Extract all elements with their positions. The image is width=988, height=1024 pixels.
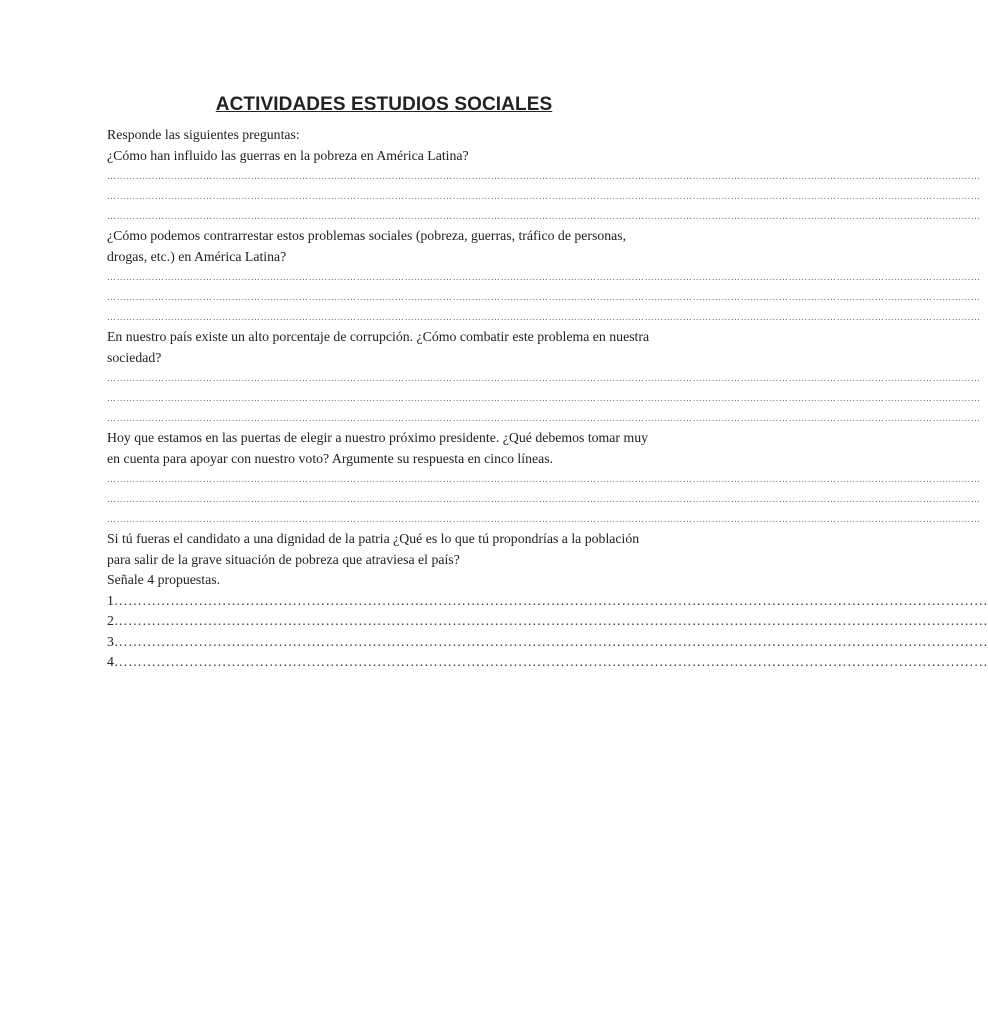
answer-line[interactable]: ………………………………………………………………………………………………………………………………………………………………………………………………………………………………………………… bbox=[107, 292, 981, 302]
proposals-instruction: Señale 4 propuestas. bbox=[107, 572, 221, 587]
answer-line[interactable]: ………………………………………………………………………………………………………………………………………………………………………………………………………………………………………………… bbox=[107, 272, 981, 282]
instructions: Responde las siguientes preguntas: bbox=[107, 127, 300, 142]
question-4: Hoy que estamos en las puertas de elegir a nuestro próximo presidente. ¿Qué debemos tomar muy en cuenta para apoyar con nuestro voto? Argumente su respuesta en cinco líneas. bbox=[107, 430, 648, 466]
question-2: ¿Cómo podemos contrarrestar estos problemas sociales (pobreza, guerras, tráfico de personas, drogas, etc.) en América Latina? bbox=[107, 228, 627, 264]
proposal-line-4[interactable] bbox=[107, 652, 988, 673]
answer-line[interactable]: ………………………………………………………………………………………………………………………………………………………………………………………………………………………………………………… bbox=[107, 494, 981, 504]
proposal-answer-line[interactable]: …………………………………………………………………………………………………………………………………………………………………… bbox=[113, 592, 988, 608]
proposal-number: 3 bbox=[107, 633, 114, 649]
proposal-answer-line[interactable]: …………………………………………………………………………………………………………………………………………………………………… bbox=[113, 633, 988, 649]
proposal-line-3[interactable] bbox=[107, 632, 988, 653]
answer-line[interactable]: ………………………………………………………………………………………………………………………………………………………………………………………………………………………………………………… bbox=[107, 171, 981, 181]
proposal-number: 1 bbox=[107, 592, 114, 608]
answer-line[interactable]: ………………………………………………………………………………………………………………………………………………………………………………………………………………………………………………… bbox=[107, 393, 981, 403]
answer-line[interactable]: ………………………………………………………………………………………………………………………………………………………………………………………………………………………………………………… bbox=[107, 191, 981, 201]
question-3: En nuestro país existe un alto porcentaje de corrupción. ¿Cómo combatir este problema en nuestra sociedad? bbox=[107, 329, 650, 365]
answer-line[interactable]: ………………………………………………………………………………………………………………………………………………………………………………………………………………………………………………… bbox=[107, 474, 981, 484]
question-1: ¿Cómo han influido las guerras en la pobreza en América Latina? bbox=[107, 147, 469, 163]
answer-line[interactable]: ………………………………………………………………………………………………………………………………………………………………………………………………………………………………………………… bbox=[107, 312, 981, 322]
answer-line[interactable]: ………………………………………………………………………………………………………………………………………………………………………………………………………………………………………………… bbox=[107, 211, 981, 221]
proposal-answer-line[interactable]: …………………………………………………………………………………………………………………………………………………………………… bbox=[113, 654, 988, 669]
answer-line[interactable]: ………………………………………………………………………………………………………………………………………………………………………………………………………………………………………………… bbox=[107, 373, 981, 383]
proposal-answer-line[interactable]: …………………………………………………………………………………………………………………………………………………………………… bbox=[113, 613, 988, 628]
proposal-line-1[interactable] bbox=[107, 591, 988, 612]
question-5: Si tú fueras el candidato a una dignidad de la patria ¿Qué es lo que tú propondrías a la población para salir de la grave situación de pobreza que atraviesa el país? bbox=[107, 531, 640, 567]
questions-section bbox=[107, 125, 988, 673]
answer-line[interactable]: ………………………………………………………………………………………………………………………………………………………………………………………………………………………………………………… bbox=[107, 514, 981, 524]
proposal-number: 2 bbox=[107, 613, 114, 628]
proposal-line-2[interactable] bbox=[107, 611, 988, 632]
proposal-number: 4 bbox=[107, 654, 114, 669]
answer-line[interactable]: ………………………………………………………………………………………………………………………………………………………………………………………………………………………………………………… bbox=[107, 413, 981, 423]
page-title: ACTIVIDADES ESTUDIOS SOCIALES bbox=[215, 94, 553, 115]
